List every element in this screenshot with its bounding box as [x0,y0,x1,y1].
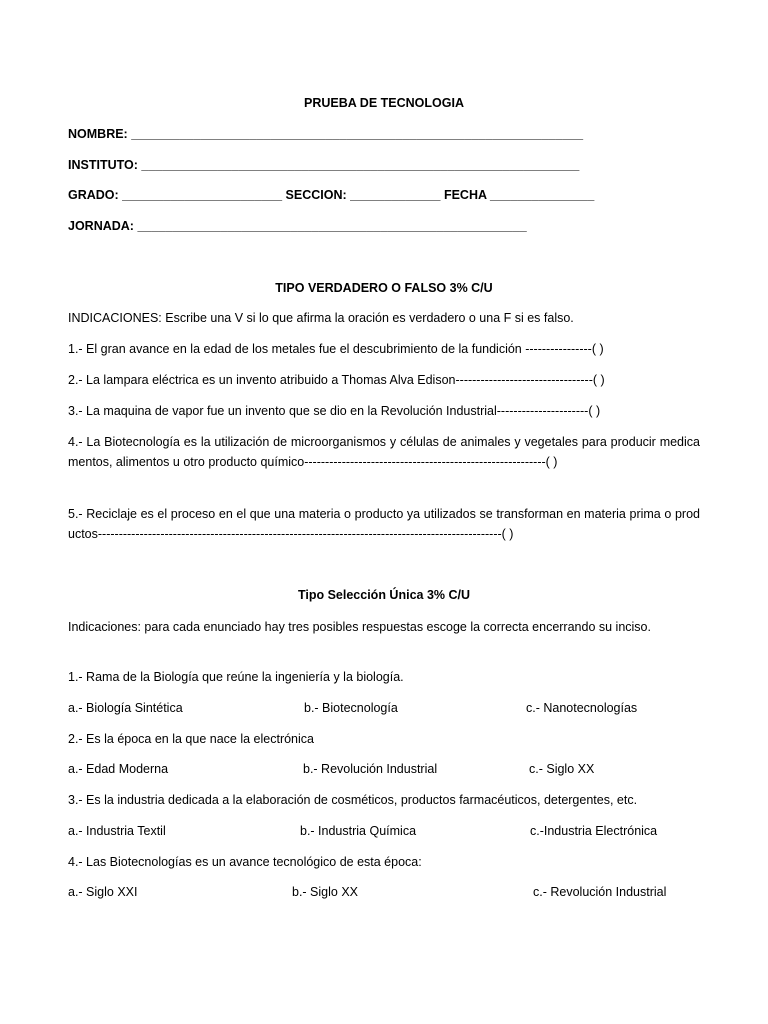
option-b: b.- Siglo XX [292,885,359,899]
true-false-item: 4.- La Biotecnología es la utilización de microorganismos y células de animales y vegetales para producir medicamentos, alimentos u otro producto químico----------------------------------------------------------( ) [68,435,700,469]
true-false-item: 2.- La lampara eléctrica es un invento atribuido a Thomas Alva Edison---------------------------------( ) [68,373,605,387]
single-choice-instructions: Indicaciones: para cada enunciado hay tres posibles respuestas escoge la correcta encerrando su inciso. [68,620,651,634]
instituto-field: INSTITUTO: _______________________________________________________________ [68,158,580,172]
option-b: b.- Revolución Industrial [303,762,438,776]
true-false-heading: TIPO VERDADERO O FALSO 3% C/U [275,281,493,295]
option-a: a.- Biología Sintética [68,701,183,715]
option-b: b.- Biotecnología [304,701,398,715]
option-b: b.- Industria Química [300,824,417,838]
option-a: a.- Industria Textil [68,824,166,838]
question-text: 1.- Rama de la Biología que reúne la ingeniería y la biología. [68,670,404,684]
option-c: c.- Revolución Industrial [533,885,667,899]
option-a: a.- Edad Moderna [68,762,169,776]
true-false-item: 5.- Reciclaje es el proceso en el que una materia o producto ya utilizados se transforman en materia prima o productos-------------------------------------------------------------------------------------------------( ) [68,507,700,541]
nombre-field: NOMBRE: _________________________________________________________________ [68,127,584,141]
option-c: c.-Industria Electrónica [530,824,658,838]
question-text: 2.- Es la época en la que nace la electrónica [68,732,314,746]
single-choice-heading: Tipo Selección Única 3% C/U [297,588,471,602]
option-a: a.- Siglo XXI [68,885,138,899]
option-c: c.- Nanotecnologías [526,701,638,715]
option-c: c.- Siglo XX [529,762,595,776]
exam-title: PRUEBA DE TECNOLOGIA [304,96,464,110]
true-false-instructions: INDICACIONES: Escribe una V si lo que afirma la oración es verdadero o una F si es falso. [68,311,574,325]
question-text: 3.- Es la industria dedicada a la elaboración de cosméticos, productos farmacéuticos, detergentes, etc. [68,793,638,807]
true-false-item: 3.- La maquina de vapor fue un invento que se dio en la Revolución Industrial----------------------( ) [68,404,601,418]
grado-seccion-fecha-field: GRADO: _______________________ SECCION: _____________ FECHA _______________ [68,188,595,202]
jornada-field: JORNADA: ________________________________________________________ [68,219,527,233]
true-false-item: 1.- El gran avance en la edad de los metales fue el descubrimiento de la fundición ----------------( ) [68,342,604,356]
question-text: 4.- Las Biotecnologías es un avance tecnológico de esta época: [68,855,422,869]
